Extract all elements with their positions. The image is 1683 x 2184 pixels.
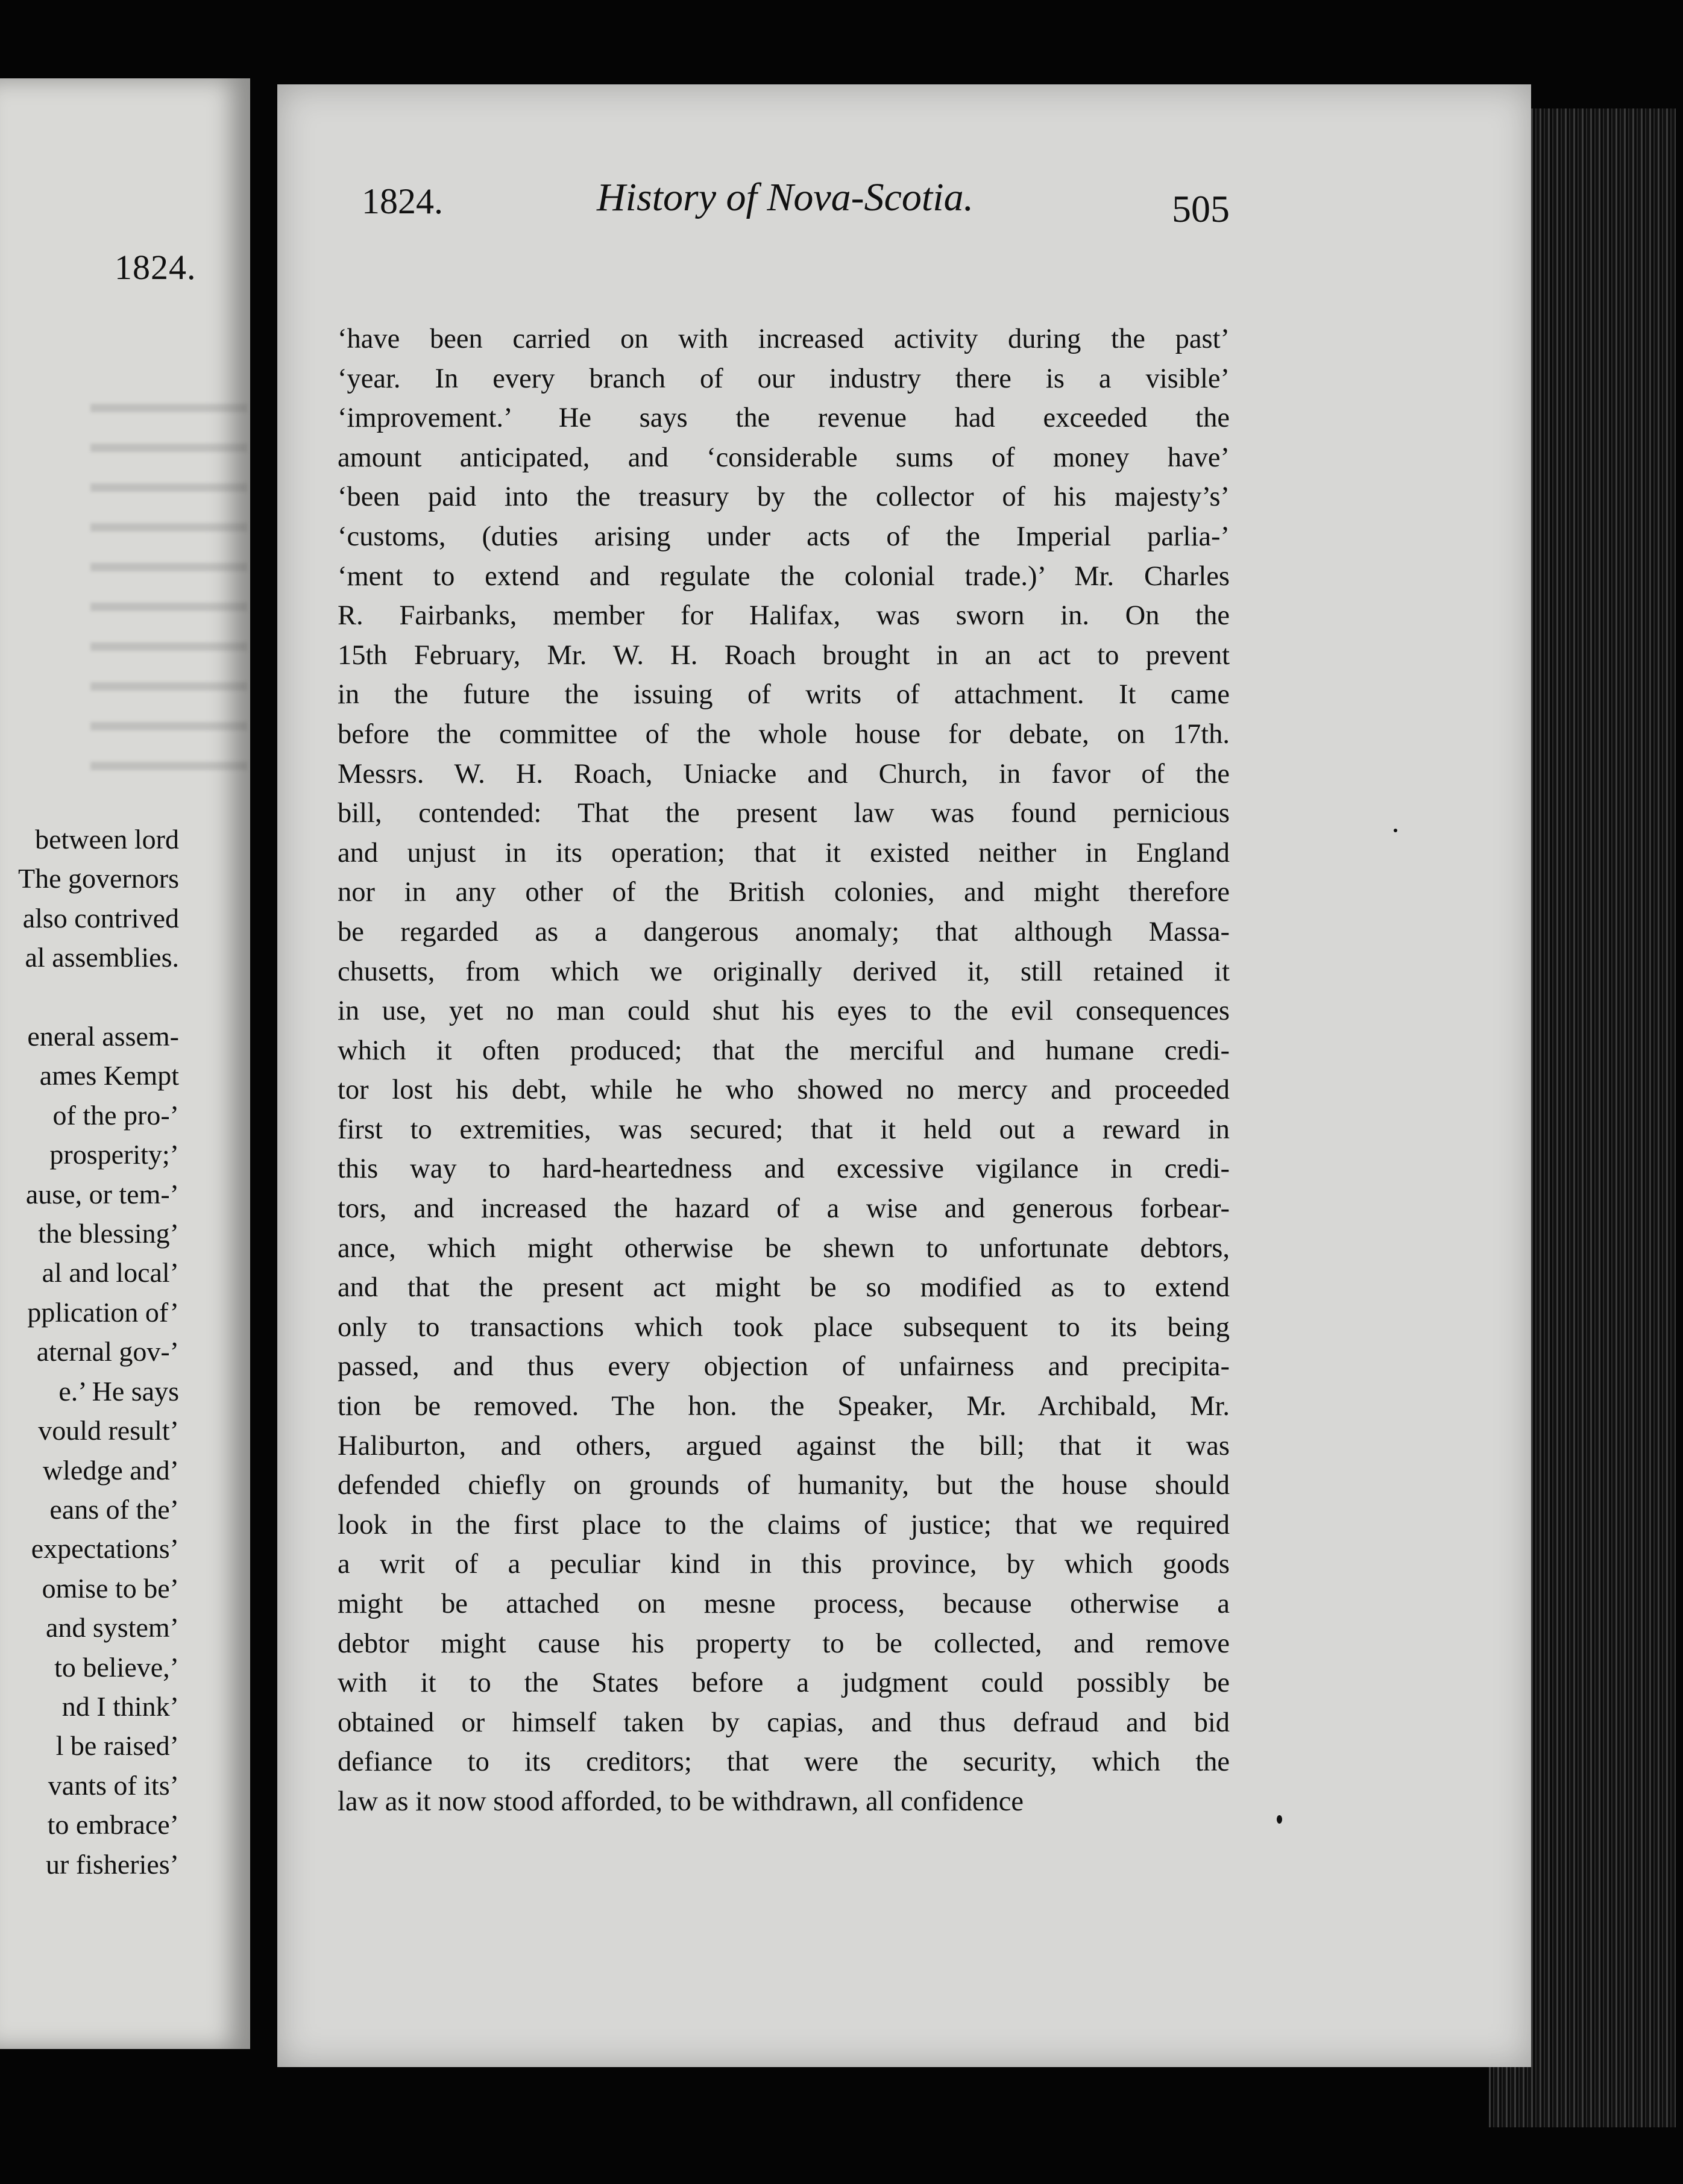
- text-line: obtained or himself taken by capias, and thus defraud and bid: [338, 1707, 1230, 1738]
- left-page-line: wledge and’: [42, 1454, 179, 1486]
- left-page-line: also contrived: [22, 902, 179, 934]
- left-page-line: pplication of’: [27, 1296, 179, 1328]
- text-line: ‘customs, (duties arising under acts of the Imperial parlia-’: [338, 521, 1230, 552]
- left-page-line: omise to be’: [42, 1572, 179, 1604]
- text-line: this way to hard-heartedness and excessive vigilance in credi-: [338, 1153, 1230, 1185]
- text-line: before the committee of the whole house for debate, on 17th.: [338, 718, 1230, 750]
- left-page-line: and system’: [45, 1612, 179, 1643]
- text-line: tor lost his debt, while he who showed no mercy and proceeded: [338, 1075, 1230, 1106]
- text-line: ‘have been carried on with increased activity during the past’: [338, 324, 1230, 354]
- text-line: ance, which might otherwise be shewn to unfortunate debtors,: [338, 1232, 1230, 1264]
- left-page-line: between lord: [35, 824, 179, 855]
- left-page-line: expectations’: [31, 1533, 179, 1564]
- running-head: [362, 175, 1230, 235]
- text-line: look in the first place to the claims of justice; that we required: [338, 1509, 1230, 1540]
- left-page-line: to believe,’: [54, 1651, 179, 1683]
- text-line: tors, and increased the hazard of a wise and generous forbear-: [338, 1193, 1230, 1225]
- text-line: defended chiefly on grounds of humanity, but the house should: [338, 1470, 1230, 1501]
- body-text: [338, 319, 1230, 1822]
- show-through-text: [90, 404, 247, 777]
- text-line: R. Fairbanks, member for Halifax, was sworn in. On the: [338, 600, 1230, 632]
- text-line: and unjust in its operation; that it existed neither in England: [338, 837, 1230, 868]
- text-line: with it to the States before a judgment could possibly be: [338, 1668, 1230, 1699]
- text-line: passed, and thus every objection of unfairness and precipita-: [338, 1351, 1230, 1382]
- text-line: ‘improvement.’ He says the revenue had exceeded the: [338, 403, 1230, 434]
- text-line: chusetts, from which we originally derived it, still retained it: [338, 956, 1230, 987]
- text-line: which it often produced; that the merciful and humane credi-: [338, 1035, 1230, 1066]
- text-line: ‘year. In every branch of our industry there is a visible’: [338, 363, 1230, 394]
- text-line: nor in any other of the British colonies, and might therefore: [338, 877, 1230, 908]
- left-page-line: l be raised’: [55, 1730, 179, 1762]
- left-page-line: vould result’: [38, 1415, 179, 1446]
- left-page-line: the blessing’: [38, 1218, 179, 1249]
- left-page-line: al assemblies.: [25, 942, 179, 973]
- text-line: law as it now stood afforded, to be withdrawn, all confidence: [338, 1786, 1024, 1817]
- left-page-line: al and local’: [42, 1257, 179, 1288]
- left-page-year: 1824.: [115, 248, 197, 287]
- left-page-line: vants of its’: [48, 1769, 179, 1801]
- text-line: tion be removed. The hon. the Speaker, Mr. Archibald, Mr.: [338, 1391, 1230, 1422]
- left-page-line: nd I think’: [61, 1690, 179, 1722]
- left-page-line: to embrace’: [47, 1809, 179, 1840]
- text-line: ‘been paid into the treasury by the collector of his majesty’s’: [338, 482, 1230, 513]
- left-page-line: prosperity;’: [49, 1139, 179, 1170]
- left-page-line: of the pro-’: [52, 1099, 179, 1131]
- text-line: and that the present act might be so modified as to extend: [338, 1272, 1230, 1304]
- text-line: be regarded as a dangerous anomaly; that although Massa-: [338, 916, 1230, 947]
- text-line: bill, contended: That the present law was found pernicious: [338, 798, 1230, 829]
- ink-speck: [1277, 1815, 1282, 1824]
- left-page-line: [18, 977, 179, 1017]
- text-line: in use, yet no man could shut his eyes to the evil consequences: [338, 996, 1230, 1027]
- left-page-line: e.’ He says: [58, 1375, 179, 1407]
- text-line: 15th February, Mr. W. H. Roach brought in an act to prevent: [338, 639, 1230, 671]
- left-page-line: ur fisheries’: [46, 1848, 179, 1880]
- left-page-text: [18, 820, 179, 1884]
- left-page-line: eneral assem-: [27, 1021, 179, 1052]
- text-line: Haliburton, and others, argued against the bill; that it was: [338, 1430, 1230, 1461]
- left-page-line: The governors: [18, 863, 179, 894]
- text-line: might be attached on mesne process, because otherwise a: [338, 1589, 1230, 1619]
- ink-speck: [1394, 829, 1397, 832]
- text-line: amount anticipated, and ‘considerable sums of money have’: [338, 442, 1230, 473]
- page-number: 505: [1172, 187, 1230, 230]
- running-head-title: History of Nova-Scotia.: [597, 175, 974, 219]
- text-line: defiance to its creditors; that were the security, which the: [338, 1746, 1230, 1778]
- left-page-line: eans of the’: [49, 1493, 179, 1525]
- left-page-line: ause, or tem-’: [25, 1178, 179, 1210]
- running-head-year: 1824.: [362, 181, 443, 221]
- text-line: a writ of a peculiar kind in this province, by which goods: [338, 1549, 1230, 1580]
- text-line: only to transactions which took place subsequent to its being: [338, 1311, 1230, 1343]
- text-line: in the future the issuing of writs of attachment. It came: [338, 679, 1230, 711]
- text-line: Messrs. W. H. Roach, Uniacke and Church, in favor of the: [338, 758, 1230, 789]
- text-line: ‘ment to extend and regulate the colonial trade.)’ Mr. Charles: [338, 560, 1230, 592]
- text-line: debtor might cause his property to be collected, and remove: [338, 1628, 1230, 1659]
- left-page: [0, 78, 250, 2049]
- left-page-line: aternal gov-’: [36, 1336, 179, 1367]
- text-line: first to extremities, was secured; that it held out a reward in: [338, 1114, 1230, 1145]
- left-page-line: ames Kempt: [39, 1060, 179, 1091]
